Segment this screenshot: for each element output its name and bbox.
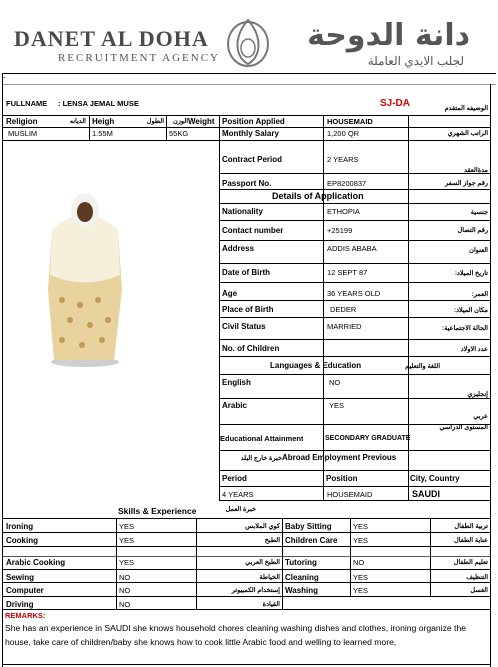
brand-name-ar: دانة الدوحة — [307, 18, 470, 53]
height-value: 1.55M — [92, 129, 113, 138]
contract-value: 2 YEARS — [327, 155, 359, 164]
skill-babysitting-label-ar: تربية الطفال — [454, 523, 488, 530]
religion-label: Religion — [6, 117, 38, 126]
abroad-col-period: Period — [222, 474, 247, 483]
height-label-ar: الطول — [146, 118, 164, 125]
dob-label-ar: تاريخ الميلاد: — [454, 270, 488, 277]
abroad-position: HOUSEMAID — [327, 490, 373, 499]
skill-ironing-label: Ironing — [6, 522, 34, 531]
skill-computer-value: NO — [119, 586, 131, 595]
arabic-value: YES — [329, 401, 345, 410]
fullname-label: FULLNAME — [6, 99, 48, 108]
skill-childcare-value: YES — [353, 536, 369, 545]
skill-sewing-label: Sewing — [6, 573, 35, 582]
salary-value: 1,200 QR — [327, 129, 360, 138]
skills-title: Skills & Experience — [118, 506, 197, 516]
skill-cleaning-value: YES — [353, 573, 369, 582]
height-label: Heigh — [92, 117, 115, 126]
nationality-label-ar: جنسية — [470, 209, 488, 216]
skill-cooking-label: Cooking — [6, 536, 38, 545]
skill-washing-label: Washing — [285, 586, 319, 595]
address-value: ADDIS ABABA — [327, 244, 377, 253]
remarks-text: She has an experience in SAUDI she knows household chores cleaning washing dishes and clothes, ironing organize the house, take care of children/baby she knows how to cook little Arabic food and welling to learned more, — [5, 623, 467, 647]
languages-title-ar: اللغة والتعليم — [405, 363, 440, 370]
place-of-birth-value: DEDER — [330, 305, 357, 314]
abroad-title-ar: خبرة خارج البلد — [240, 455, 282, 462]
abroad-period: 4 YEARS — [222, 490, 254, 499]
religion-value: MUSLIM — [8, 129, 38, 138]
brand-name-en: DANET AL DOHA — [14, 26, 209, 51]
salary-label: Monthly Salary — [222, 129, 279, 138]
skill-sewing-label-ar: الخياطة — [259, 574, 280, 581]
skill-arabic-cooking-label: Arabic Cooking — [6, 558, 66, 567]
english-value: NO — [329, 378, 341, 387]
civil-status-label: Civil Status — [222, 322, 266, 331]
details-title: Details of Application — [272, 191, 364, 201]
brand-subtitle-en: RECRUITMENT AGENCY — [58, 52, 220, 64]
skill-cooking-value: YES — [119, 536, 135, 545]
passport-label: Passport No. — [222, 179, 272, 188]
skill-washing-label-ar: الغسل — [470, 587, 488, 594]
skill-computer-label-ar: إستخدام الكمبيوتر — [231, 587, 280, 594]
children-label: No. of Children — [222, 344, 280, 353]
languages-title: Languages & Education — [270, 361, 362, 370]
weight-label-ar: الوزن — [172, 118, 188, 125]
skill-computer-label: Computer — [6, 586, 44, 595]
civil-status-label-ar: الحالة الاجتماعية: — [442, 325, 488, 332]
nationality-value: ETHOPIA — [327, 207, 360, 216]
weight-value: 55KG — [169, 129, 189, 138]
skill-childcare-label: Children Care — [285, 536, 338, 545]
skills-title-ar: خبرة العمل — [225, 506, 256, 513]
age-label-ar: العمر: — [471, 291, 488, 298]
position-applied-value: HOUSEMAID — [327, 117, 373, 126]
abroad-country: SAUDI — [412, 489, 441, 499]
abroad-title: Abroad Employment Previous — [282, 453, 397, 462]
skill-driving-label: Driving — [6, 600, 34, 609]
skill-tutoring-value: NO — [353, 558, 365, 567]
skill-arabic-cooking-label-ar: الطبخ العربي — [245, 559, 280, 566]
brand-subtitle-ar: لجلب الايدي العاملة — [367, 54, 464, 68]
skill-babysitting-value: YES — [353, 522, 369, 531]
skill-ironing-label-ar: كوي الملابس — [245, 523, 280, 530]
skill-childcare-label-ar: عناية الطفال — [453, 537, 488, 544]
english-label-ar: إنجليزي — [467, 391, 488, 398]
skill-cleaning-label-ar: التنظيف — [466, 574, 488, 581]
passport-label-ar: رقم جواز السفر — [445, 180, 488, 187]
dob-value: 12 SEPT 87 — [327, 268, 368, 277]
skill-babysitting-label: Baby Sitting — [285, 522, 332, 531]
religion-label-ar: الديانه — [69, 118, 86, 125]
brand-logo-icon — [220, 14, 276, 68]
abroad-col-city: City, Country — [410, 474, 460, 483]
contact-label: Contact number — [222, 226, 284, 235]
skill-driving-label-ar: القيادة — [262, 601, 280, 608]
candidate-photo — [30, 180, 140, 370]
address-label: Address — [222, 244, 255, 253]
place-of-birth-label-ar: مكان الميلاد: — [453, 307, 488, 314]
salary-label-ar: الراتب الشهري — [447, 130, 488, 137]
english-label: English — [222, 378, 251, 387]
skill-driving-value: NO — [119, 600, 131, 609]
contact-value: +25199 — [327, 226, 353, 235]
skill-arabic-cooking-value: YES — [119, 558, 135, 567]
education-value: SECONDARY GRADUATE — [325, 435, 411, 442]
contact-label-ar: رقم التصال — [457, 227, 488, 234]
skill-tutoring-label-ar: تعليم الطفال — [453, 559, 488, 566]
position-applied-label: Position Applied — [222, 117, 285, 126]
education-label: Educational Attainment — [220, 434, 304, 443]
dob-label: Date of Birth — [222, 268, 270, 277]
skill-washing-value: YES — [353, 586, 369, 595]
nationality-label: Nationality — [222, 207, 263, 216]
position-label-ar: الوضيفه المتقدم — [444, 105, 488, 112]
arabic-label: Arabic — [222, 401, 247, 410]
skill-cooking-label-ar: الطبخ — [264, 537, 280, 544]
reference-code: SJ-DA — [380, 98, 411, 109]
education-label-ar: المستوى الدراسي — [439, 424, 488, 431]
skill-ironing-value: YES — [119, 522, 135, 531]
arabic-label-ar: عربي — [473, 413, 488, 420]
contract-label-ar: مدةالعقد — [464, 167, 488, 174]
age-value: 36 YEARS OLD — [327, 289, 381, 298]
contract-label: Contract Period — [222, 155, 283, 164]
skill-cleaning-label: Cleaning — [285, 573, 319, 582]
civil-status-value: MARRIED — [327, 322, 362, 331]
remarks-label: REMARKS: — [5, 611, 46, 620]
passport-value: EP8200837 — [327, 179, 367, 188]
weight-label: Weight — [188, 117, 215, 126]
place-of-birth-label: Place of Birth — [222, 305, 274, 314]
address-label-ar: العنوان — [469, 247, 488, 254]
abroad-col-position: Position — [326, 474, 358, 483]
skill-tutoring-label: Tutoring — [285, 558, 317, 567]
fullname-value: : LENSA JEMAL MUSE — [58, 99, 139, 108]
age-label: Age — [222, 289, 238, 298]
children-label-ar: عدد الاولاد — [460, 346, 488, 353]
skill-sewing-value: NO — [119, 573, 131, 582]
